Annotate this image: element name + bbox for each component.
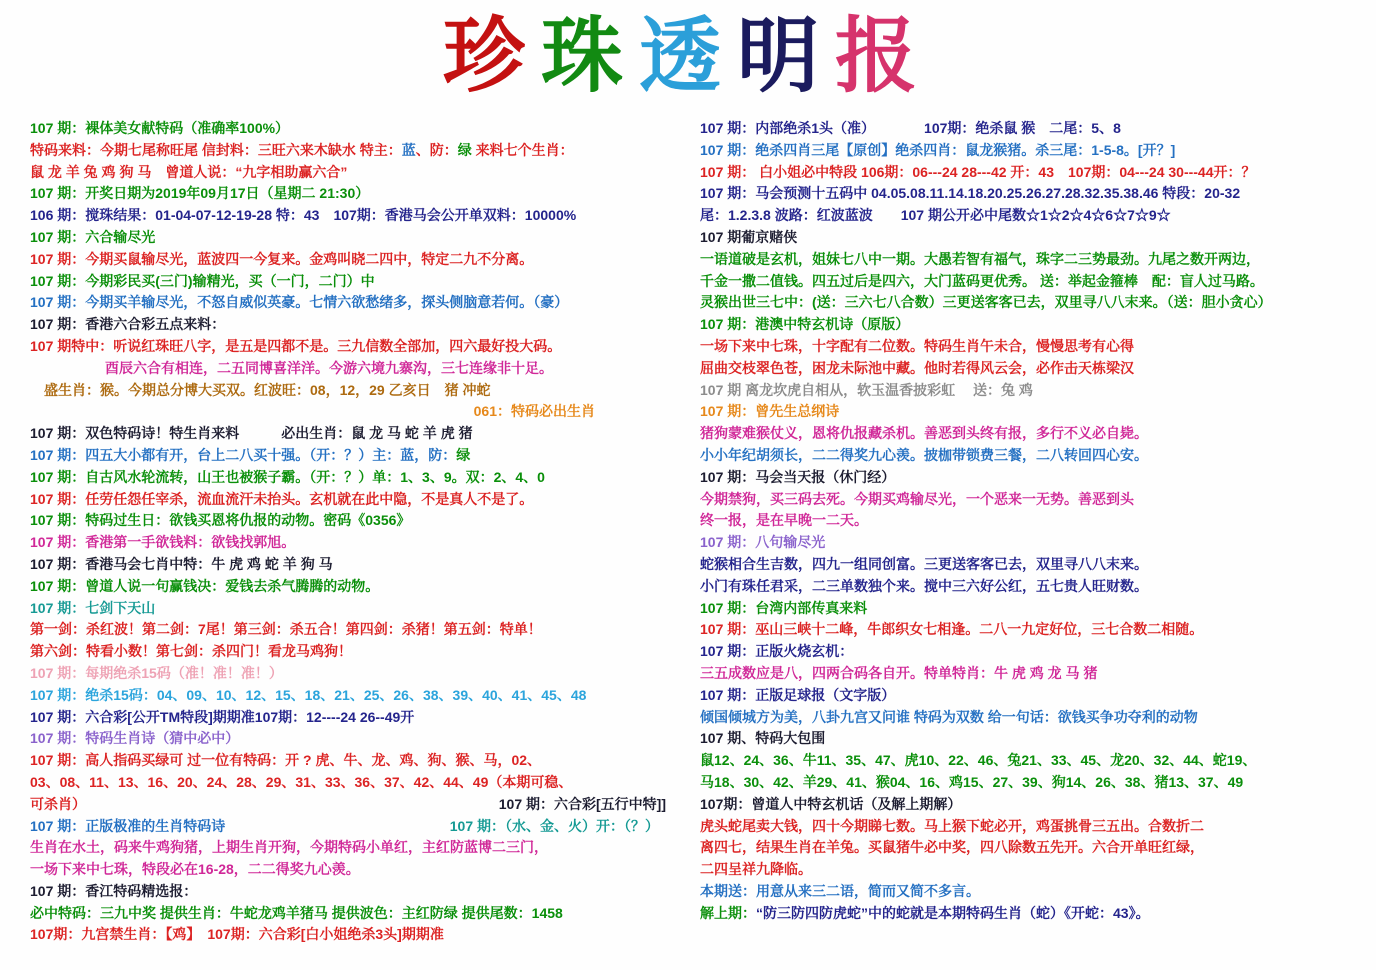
- text-line: [30, 292, 680, 314]
- text-segment: 本期送：用意从来三二语，简而又简不多言。: [700, 882, 980, 899]
- text-line: [30, 183, 680, 205]
- text-line: [30, 663, 680, 685]
- text-segment: 蛇猴相合生吉数，四九一组同创富。三更送客客已去，双里寻八八末来。: [700, 555, 1148, 572]
- text-line: [700, 576, 1362, 598]
- text-segment: 107 期：台湾内部传真来料: [700, 599, 868, 616]
- text-segment: 特码来料：今期七尾称旺尾 信封料：三旺六来木缺水 特主：: [30, 141, 402, 158]
- text-line: [700, 445, 1362, 467]
- text-segment: “防三防四防虎蛇”中的蛇就是本期特码生肖（蛇）《开蛇：43》。: [756, 904, 1150, 921]
- text-line: [700, 685, 1362, 707]
- text-line: [700, 423, 1362, 445]
- text-segment: 离四七，结果生肖在羊兔。买鼠猪牛必中奖，四八除数五先开。六合开单旺红绿，: [700, 839, 1204, 856]
- text-line: [700, 728, 1362, 750]
- text-segment: 第六剑：特看小数！第七剑：杀四门！看龙马鸡狗！: [30, 643, 352, 660]
- text-segment: 107期：九宫禁生肖：【鸡】 107期：六合彩[白小姐绝杀3头]期期准: [30, 926, 444, 943]
- text-line: [700, 183, 1362, 205]
- text-line: [30, 227, 680, 249]
- text-line: [700, 467, 1362, 489]
- title-char: 透: [638, 8, 737, 104]
- text-segment: 107 期：双色特码诗！特生肖来料 必出生肖：鼠 龙 马 蛇 羊 虎 猪: [30, 425, 473, 442]
- text-segment: 107 期：六合输尽光: [30, 228, 156, 245]
- text-line: [700, 314, 1362, 336]
- text-segment: 107 期：巫山三峡十二峰，牛郎织女七相逢。二八一九定好位，三七合数二相随。: [700, 621, 1204, 638]
- text-segment: 107 期：曾先生总纲诗: [700, 403, 840, 420]
- text-segment: 107 期：今期彩民买(三门)输精光，买（一门，二门）中: [30, 272, 375, 289]
- text-line: [700, 837, 1362, 859]
- text-segment: 107 期：每期绝杀15码（准！准！准！）: [30, 664, 283, 681]
- text-segment: 今期禁狗，买三码去死。今期买鸡输尽光，一个恶来一无势。善恶到头: [700, 490, 1134, 507]
- text-segment: 107 期：裸体美女献特码（准确率100%）: [30, 120, 290, 136]
- text-line: [30, 924, 680, 946]
- text-line: [700, 489, 1362, 511]
- text-line: [700, 641, 1362, 663]
- text-segment: 107 期：正版火烧玄机：: [700, 643, 854, 660]
- text-line: [30, 685, 680, 707]
- text-segment: 灵猴出世三七中：(送：三六七八合数）三更送客客已去，双里寻八八末来。（送：胆小贪心）: [700, 294, 1272, 311]
- text-line: [700, 205, 1362, 227]
- text-line: [700, 292, 1362, 314]
- text-segment: 来料七个生肖：: [471, 141, 574, 158]
- text-segment: 107 期：四五大小都有开，台上二八买十强。（开：？）主：蓝，防：: [30, 446, 457, 463]
- text-line: [700, 271, 1362, 293]
- text-segment: 107 期： 白小姐必中特段 106期：06---24 28---42 开：43 107期：04---24 30---44开：？: [700, 163, 1256, 180]
- text-segment: 千金一撒二值钱。四五过后是四六，大门蓝码更优秀。 送：举起金箍棒 配：盲人过马路。: [700, 272, 1264, 289]
- text-line: [700, 598, 1362, 620]
- text-segment: 盛生肖：猴。今期总分博大买双。红波旺：08，12，29 乙亥日 猪 冲蛇: [44, 381, 491, 398]
- text-line: [30, 619, 680, 641]
- text-segment: 107期：曾道人中特玄机话（及解上期解）: [700, 795, 962, 812]
- text-segment: 107 期：七剑下天山: [30, 599, 156, 616]
- text-segment: 屈曲交枝翠色苍，困龙未际池中藏。他时若得风云会，必作击天栋梁汉: [700, 359, 1134, 376]
- text-segment: 猪狗蒙难猴仗义，恩将仇报藏杀机。善恶到头终有报，多行不义必自毙。: [700, 425, 1148, 442]
- text-line: [30, 510, 680, 532]
- text-line: [700, 532, 1362, 554]
- text-segment: 107 期：绝杀四肖三尾【原创】绝杀四肖：鼠龙猴猪。杀三尾：1-5-8。[开？]: [700, 141, 1176, 158]
- text-line: [30, 380, 680, 402]
- text-segment: 107 期：高人指码买绿可 过一位有特码：开 ? 虎、牛、龙、鸡、狗、猴、马，02、: [30, 752, 542, 769]
- text-line: [700, 118, 1362, 140]
- text-segment: 107 期：马会当天报（休门经）: [700, 468, 896, 485]
- left-column: [30, 118, 680, 946]
- text-line: [30, 598, 680, 620]
- text-line: [30, 816, 680, 838]
- text-segment: 绿: [456, 446, 471, 463]
- text-segment: 107 期：自古风水轮流转，山王也被猴子霸。（开：？）单：1、3、9。双：2、4、0: [30, 468, 545, 485]
- text-segment: 倾国倾城方为美，八卦九宫又问谁 特码为双数 给一句话：欲钱买争功夺利的动物: [700, 708, 1198, 725]
- text-line: [700, 619, 1362, 641]
- text-segment: 一场下来中七珠，特段必在16-28，二二得奖九心羡。: [30, 861, 360, 878]
- text-segment: 107 期特中：听说红珠旺八字，是五是四都不是。三九信数全部加，四六最好投大码。: [30, 337, 562, 354]
- text-line: [30, 205, 680, 227]
- text-segment: 小门有珠任君采，二三单数独个来。搅中三六好公红，五七贵人旺财数。: [700, 577, 1148, 594]
- text-line: [30, 489, 680, 511]
- text-segment: 107 期：特码过生日：欲钱买恩将仇报的动物。密码《0356》: [30, 512, 411, 529]
- text-segment: 可杀肖）: [30, 795, 86, 812]
- text-line: [30, 750, 680, 772]
- title-char: 报: [835, 8, 934, 104]
- text-segment: 解上期：: [700, 904, 756, 921]
- title-char: 珠: [540, 8, 639, 104]
- text-segment: 三五成数应是八，四两合码各自开。特单特肖：牛 虎 鸡 龙 马 猪: [700, 664, 1098, 681]
- text-segment: 107 期：内部绝杀1头（准） 107期：绝杀鼠 猴 二尾：5、8: [700, 120, 1121, 136]
- text-line: [30, 118, 680, 140]
- text-line: [30, 859, 680, 881]
- text-line: [700, 162, 1362, 184]
- text-segment: 107 期：马会预测十五码中 04.05.08.11.14.18.20.25.26.27.28.32.35.38.46 特段：20-32: [700, 185, 1241, 202]
- text-line: [700, 750, 1362, 772]
- text-line: [30, 445, 680, 467]
- text-segment: 一场下来中七珠，十字配有二位数。特码生肖午未合，慢慢思考有心得: [700, 337, 1134, 354]
- text-segment: 107 期：正版极准的生肖特码诗: [30, 817, 226, 834]
- text-line: [700, 772, 1362, 794]
- text-line: [30, 728, 680, 750]
- text-segment: 107 期：港澳中特玄机诗（原版）: [700, 316, 910, 333]
- text-line: [700, 707, 1362, 729]
- text-line: [30, 903, 680, 925]
- text-line: [30, 336, 680, 358]
- text-segment: 终一报，是在早晚一二天。: [700, 512, 868, 529]
- text-line: [700, 358, 1362, 380]
- text-line: [700, 380, 1362, 402]
- text-line: [30, 140, 680, 162]
- text-segment: 生肖在水土，码来牛鸡狗猪，上期生肖开狗，今期特码小单红，主红防蓝博二三门，: [30, 839, 548, 856]
- text-segment: 一语道破是玄机，姐妹七八中一期。大愚若智有福气，珠字二三势最劲。九尾之数开两边，: [700, 250, 1260, 267]
- text-line: [30, 532, 680, 554]
- text-segment: 二四呈祥九降临。: [700, 861, 812, 878]
- text-segment: 鼠12、24、36、牛11、35、47、虎10、22、46、兔21、33、45、龙20、32、44、蛇19、: [700, 752, 1257, 769]
- text-line: [30, 401, 680, 423]
- text-segment: 107 期：今期买鼠输尽光，蓝波四一今复来。金鸡叫晓二四中，特定二九不分离。: [30, 250, 534, 267]
- text-segment: 酉辰六合有相连，二五同博喜洋洋。今游六境九寨沟，三七连缘非十足。: [105, 359, 553, 376]
- text-segment: 马18、30、42、羊29、41、猴04、16、鸡15、27、39、狗14、26、38、猪13、37、49: [700, 773, 1244, 790]
- text-segment: 107 期：今期买羊输尽光，不怒自威似英豪。七情六欲愁绪多，探头侧脑意若何。（豪）: [30, 294, 569, 311]
- text-line: [30, 641, 680, 663]
- text-line: [700, 881, 1362, 903]
- text-segment: 061：特码必出生肖: [473, 403, 595, 420]
- title-char: 珍: [442, 8, 541, 104]
- text-line: [700, 227, 1362, 249]
- text-line: [700, 794, 1362, 816]
- page-title: [0, 6, 1376, 106]
- text-segment: 107 期：香港第一手欲钱料：欲钱找郭旭。: [30, 534, 296, 551]
- text-segment: 绿: [457, 141, 472, 158]
- text-line: [30, 837, 680, 859]
- text-segment: 107 期：八句输尽光: [700, 534, 826, 551]
- text-segment: 蓝: [401, 141, 416, 158]
- right-column: [700, 118, 1362, 924]
- text-segment: 鼠 龙 羊 兔 鸡 狗 马 曾道人说：“九字相助赢六合”: [30, 163, 348, 180]
- text-segment: 尾：1.2.3.8 波路：红波蓝波 107 期公开必中尾数☆1☆2☆4☆6☆7☆9☆: [700, 207, 1171, 224]
- text-segment: 107 期：六合彩[五行中特]]: [498, 795, 680, 812]
- text-line: [700, 903, 1362, 925]
- text-line: [700, 140, 1362, 162]
- text-line: [30, 707, 680, 729]
- text-segment: 107 期：正版足球报（文字版）: [700, 686, 896, 703]
- text-segment: 106 期：搅珠结果：01-04-07-12-19-28 特：43 107期：香港马会公开单双料：10000%: [30, 207, 577, 224]
- text-segment: 、防：: [415, 141, 458, 158]
- text-segment: 107 期：开奖日期为2019年09月17日（星期二 21:30）: [30, 185, 370, 202]
- title-char: 明: [737, 8, 836, 104]
- text-segment: 107 期：特码生肖诗（猜中必中）: [30, 730, 240, 747]
- text-line: [30, 423, 680, 445]
- text-line: [700, 816, 1362, 838]
- text-segment: 107 期 离龙坎虎自相从，软玉温香披彩虹 送：兔 鸡: [700, 381, 1033, 398]
- text-line: [700, 663, 1362, 685]
- text-line: [700, 554, 1362, 576]
- text-line: [30, 271, 680, 293]
- text-segment: 107 期：香港马会七肖中特：牛 虎 鸡 蛇 羊 狗 马: [30, 555, 333, 572]
- text-segment: 107 期：香江特码精选报：: [30, 882, 198, 899]
- text-line: [700, 859, 1362, 881]
- text-line: [30, 772, 680, 794]
- text-segment: 107 期、特码大包围: [700, 730, 826, 747]
- text-line: [700, 336, 1362, 358]
- text-line: [30, 881, 680, 903]
- text-line: [700, 401, 1362, 423]
- text-line: [30, 358, 680, 380]
- text-line: [30, 554, 680, 576]
- text-segment: 107 期：任劳任怨任宰杀，流血流汗未抬头。玄机就在此中隐，不是真人不是了。: [30, 490, 534, 507]
- text-line: [30, 162, 680, 184]
- text-segment: 03、08、11、13、16、20、24、28、29、31、33、36、37、42、44、49（本期可稳、: [30, 773, 573, 790]
- text-segment: 第一剑：杀红波！第二剑：7尾！第三剑：杀五合！第四剑：杀猪！第五剑：特单！: [30, 621, 542, 638]
- text-line: [30, 467, 680, 489]
- text-segment: 107 期：（水、金、火）开：（？）: [449, 817, 680, 834]
- text-segment: 小小年纪胡须长，二二得奖九心羡。披枷带锁费三餐，二八转回四心安。: [700, 446, 1148, 463]
- text-line: [30, 314, 680, 336]
- text-segment: 107 期葡京赌侠: [700, 228, 798, 245]
- text-segment: 107 期：绝杀15码：04、09、10、12、15、18、21、25、26、38、39、40、41、45、48: [30, 686, 587, 703]
- text-segment: 107 期：六合彩[公开TM特段]期期准107期：12----24 26--49开: [30, 708, 415, 725]
- text-line: [700, 510, 1362, 532]
- text-segment: 107 期：香港六合彩五点来料：: [30, 316, 226, 333]
- text-line: [30, 249, 680, 271]
- text-segment: 虎头蛇尾卖大钱，四十今期睇七数。马上猴下蛇必开，鸡蛋挑骨三五出。合数折二: [700, 817, 1204, 834]
- text-segment: 必中特码：三九中奖 提供生肖：牛蛇龙鸡羊猪马 提供波色：主红防绿 提供尾数：1458: [30, 904, 563, 921]
- text-line: [30, 576, 680, 598]
- text-line: [700, 249, 1362, 271]
- text-line: [30, 794, 680, 816]
- text-segment: 107 期：曾道人说一句赢钱决：爱钱去杀气腾腾的动物。: [30, 577, 380, 594]
